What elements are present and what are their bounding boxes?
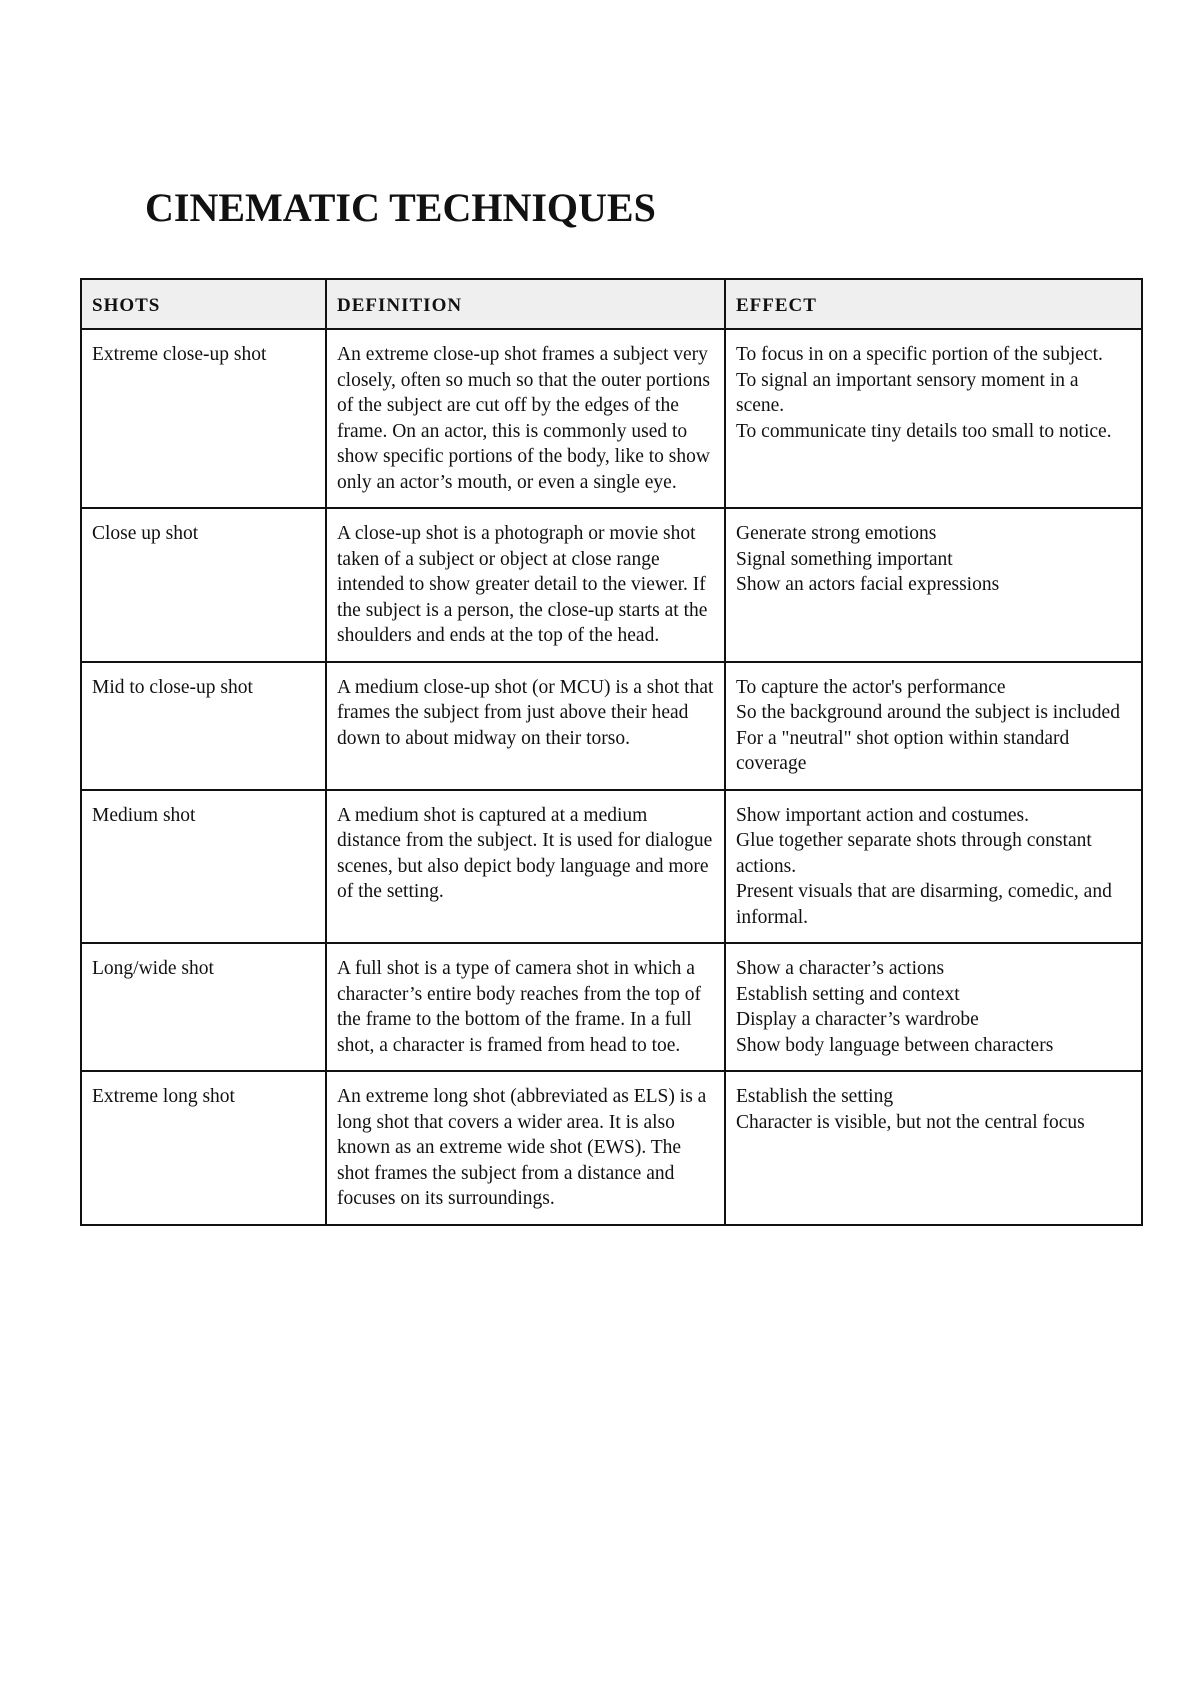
- effect-line: To focus in on a specific portion of the subject.: [736, 344, 1103, 365]
- definition-cell: A full shot is a type of camera shot in which a character’s entire body reaches from the top of the frame to the bottom of the frame. In a full shot, a character is framed from head to toe.: [326, 943, 725, 1071]
- page-title: CINEMATIC TECHNIQUES: [145, 185, 656, 230]
- shot-cell: Close up shot: [81, 508, 326, 662]
- effect-line: Character is visible, but not the central focus: [736, 1111, 1085, 1133]
- table-row: [81, 1071, 1142, 1225]
- shot-cell: Long/wide shot: [81, 943, 326, 1071]
- effect-line: Present visuals that are disarming, comedic, and informal.: [736, 881, 1112, 928]
- effect-line: So the background around the subject is included: [736, 702, 1120, 723]
- table-row: [81, 790, 1142, 944]
- definition-cell: A medium close-up shot (or MCU) is a shot that frames the subject from just above their head down to about midway on their torso.: [326, 662, 725, 790]
- shot-cell: Extreme long shot: [81, 1071, 326, 1225]
- shot-cell: Extreme close-up shot: [81, 329, 326, 508]
- effect-line: To signal an important sensory moment in a scene.: [736, 369, 1079, 416]
- table-header-row: [81, 279, 1142, 329]
- effect-line: Generate strong emotions: [736, 523, 937, 544]
- effect-line: Show a character’s actions: [736, 958, 945, 979]
- effect-line: Glue together separate shots through constant actions.: [736, 830, 1092, 877]
- effect-cell: [725, 943, 1142, 1071]
- table-row: [81, 943, 1142, 1071]
- effect-line: Establish setting and context: [736, 983, 960, 1005]
- effect-line: Show important action and costumes.: [736, 804, 1029, 826]
- effect-line: For a "neutral" shot option within standard coverage: [736, 727, 1070, 774]
- header-shots: SHOTS: [81, 279, 326, 329]
- effect-line: Signal something important: [736, 548, 953, 570]
- table-row: [81, 662, 1142, 790]
- definition-cell: A close-up shot is a photograph or movie shot taken of a subject or object at close range intended to show greater detail to the viewer. If the subject is a person, the close-up starts at the shoulders and ends at the top of the head.: [326, 508, 725, 662]
- definition-cell: A medium shot is captured at a medium distance from the subject. It is used for dialogue scenes, but also depict body language and more of the setting.: [326, 790, 725, 944]
- effect-cell: [725, 508, 1142, 662]
- definition-cell: An extreme close-up shot frames a subject very closely, often so much so that the outer portions of the subject are cut off by the edges of the frame. On an actor, this is commonly used to show specific portions of the body, like to show only an actor’s mouth, or even a single eye.: [326, 329, 725, 508]
- table-row: [81, 508, 1142, 662]
- effect-line: Display a character’s wardrobe: [736, 1009, 979, 1030]
- effect-line: Show an actors facial expressions: [736, 574, 1000, 595]
- effect-cell: [725, 1071, 1142, 1225]
- effect-cell: [725, 790, 1142, 944]
- header-effect: EFFECT: [725, 279, 1142, 329]
- effect-line: Establish the setting: [736, 1086, 894, 1107]
- effect-line: To communicate tiny details too small to notice.: [736, 420, 1112, 442]
- techniques-table: [80, 278, 1143, 1226]
- shot-cell: Medium shot: [81, 790, 326, 944]
- header-definition: DEFINITION: [326, 279, 725, 329]
- effect-line: Show body language between characters: [736, 1034, 1054, 1056]
- effect-cell: [725, 662, 1142, 790]
- shot-cell: Mid to close-up shot: [81, 662, 326, 790]
- table-row: [81, 329, 1142, 508]
- techniques-table-container: [80, 278, 1141, 1226]
- definition-cell: An extreme long shot (abbreviated as ELS) is a long shot that covers a wider area. It is also known as an extreme wide shot (EWS). The shot frames the subject from a distance and focuses on its surroundings.: [326, 1071, 725, 1225]
- effect-line: To capture the actor's performance: [736, 676, 1006, 698]
- effect-cell: [725, 329, 1142, 508]
